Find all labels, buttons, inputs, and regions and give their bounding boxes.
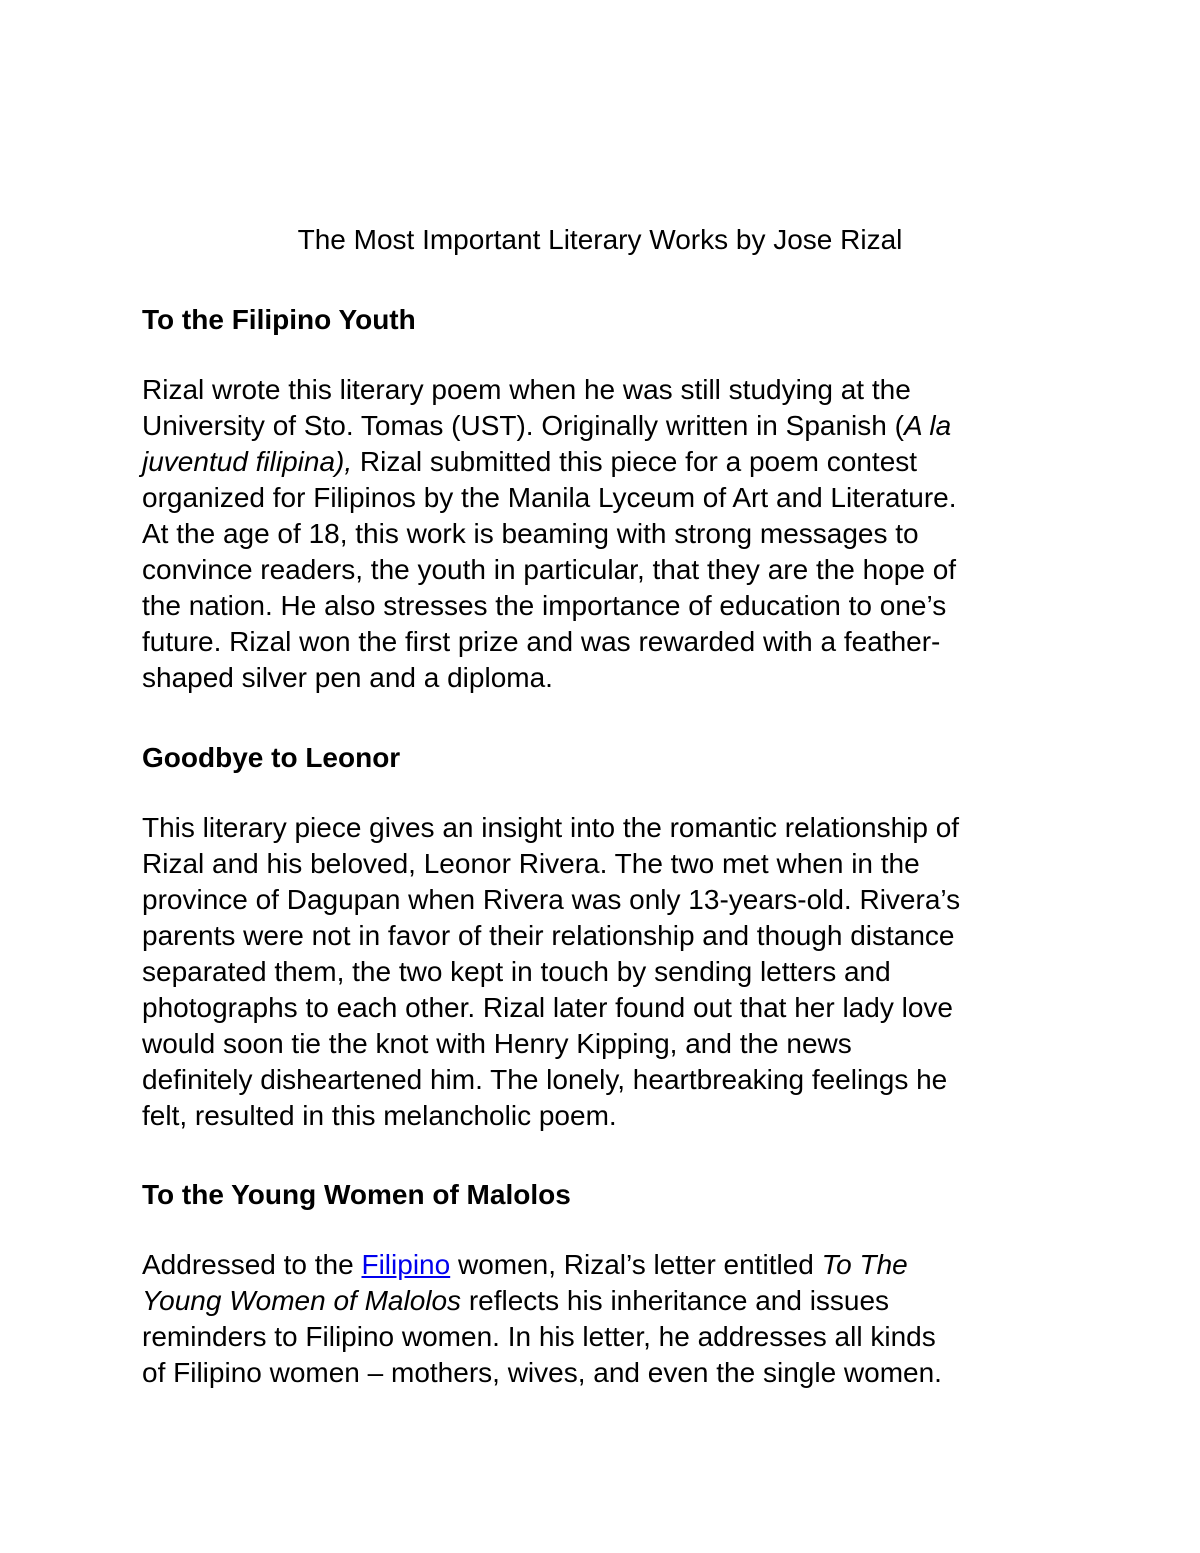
text-run: Rizal and his beloved, Leonor Rivera. The two met when in the: [142, 848, 920, 879]
body-line: [142, 846, 1082, 882]
section-heading-goodbye-leonor: Goodbye to Leonor: [142, 742, 401, 773]
section-body-filipino-youth: [142, 372, 1082, 696]
body-line: [142, 516, 1082, 552]
body-line: [142, 1319, 1082, 1355]
body-line: [142, 408, 1082, 444]
italic-text-run: A la: [903, 410, 952, 441]
section-body-goodbye-leonor: [142, 810, 1082, 1134]
body-line: [142, 918, 1082, 954]
body-line: [142, 624, 1082, 660]
document-title: The Most Important Literary Works by Jose Rizal: [297, 224, 903, 255]
text-run: Rizal submitted this piece for a poem contest: [352, 446, 918, 477]
text-run: At the age of 18, this work is beaming with strong messages to: [142, 518, 919, 549]
body-line: [142, 552, 1082, 588]
text-run: of Filipino women – mothers, wives, and even the single women.: [142, 1357, 942, 1388]
text-run: women, Rizal’s letter entitled: [450, 1249, 822, 1280]
text-run: shaped silver pen and a diploma.: [142, 662, 553, 693]
body-line: [142, 480, 1082, 516]
body-line: [142, 372, 1082, 408]
filipino-link[interactable]: Filipino: [361, 1249, 451, 1280]
body-line: [142, 1283, 1082, 1319]
section-heading-young-women-malolos: To the Young Women of Malolos: [142, 1179, 571, 1210]
text-run: parents were not in favor of their relationship and though distance: [142, 920, 955, 951]
body-line: [142, 954, 1082, 990]
body-line: [142, 810, 1082, 846]
text-run: province of Dagupan when Rivera was only 13-years-old. Rivera’s: [142, 884, 961, 915]
body-line: [142, 1062, 1082, 1098]
body-line: [142, 660, 1082, 696]
text-run: future. Rizal won the first prize and was rewarded with a feather-: [142, 626, 941, 657]
body-line: [142, 444, 1082, 480]
text-run: would soon tie the knot with Henry Kipping, and the news: [142, 1028, 852, 1059]
body-line: [142, 990, 1082, 1026]
text-run: photographs to each other. Rizal later found out that her lady love: [142, 992, 953, 1023]
italic-text-run: juventud filipina),: [142, 446, 353, 477]
body-line: [142, 1355, 1082, 1391]
body-line: [142, 1098, 1082, 1134]
body-line: [142, 1247, 1082, 1283]
text-run: Addressed to the: [142, 1249, 362, 1280]
text-run: felt, resulted in this melancholic poem.: [142, 1100, 617, 1131]
section-body-young-women-malolos: [142, 1247, 1082, 1391]
text-run: definitely disheartened him. The lonely, heartbreaking feelings he: [142, 1064, 948, 1095]
italic-text-run: Young Women of Malolos: [142, 1285, 462, 1316]
body-line: [142, 882, 1082, 918]
text-run: the nation. He also stresses the importance of education to one’s: [142, 590, 947, 621]
section-heading-filipino-youth: To the Filipino Youth: [142, 304, 416, 335]
text-run: separated them, the two kept in touch by sending letters and: [142, 956, 891, 987]
text-run: Rizal wrote this literary poem when he was still studying at the: [142, 374, 911, 405]
text-run: University of Sto. Tomas (UST). Originally written in Spanish (: [142, 410, 904, 441]
body-line: [142, 588, 1082, 624]
text-run: reminders to Filipino women. In his letter, he addresses all kinds: [142, 1321, 936, 1352]
body-line: [142, 1026, 1082, 1062]
italic-text-run: To The: [821, 1249, 908, 1280]
text-run: organized for Filipinos by the Manila Lyceum of Art and Literature.: [142, 482, 957, 513]
text-run: reflects his inheritance and issues: [461, 1285, 890, 1316]
text-run: This literary piece gives an insight into the romantic relationship of: [142, 812, 960, 843]
text-run: convince readers, the youth in particular, that they are the hope of: [142, 554, 957, 585]
